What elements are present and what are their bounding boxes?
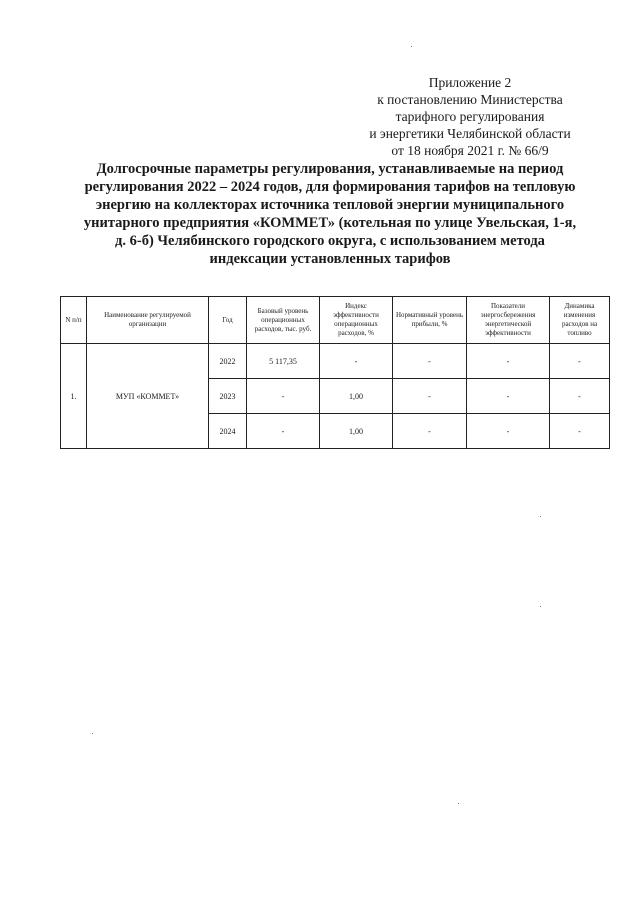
cell-base: - [247,414,320,449]
cell-efficiency: 1,00 [320,414,393,449]
cell-base: - [247,379,320,414]
cell-fuel: - [550,344,610,379]
title-line: д. 6-б) Челябинского городского округа, с использованием метода [115,233,545,249]
parameters-table [60,296,610,449]
header-year: Год [209,297,247,344]
cell-profit: - [393,344,467,379]
header-fuel: Динамика изменения расходов на топливо [550,297,610,344]
scan-speck [92,733,93,734]
scan-speck [458,803,459,804]
cell-year: 2023 [209,379,247,414]
cell-energy: - [467,344,550,379]
header-org: Наименование регулируемой организации [87,297,209,344]
header-energy: Показатели энергосбережения энергетической эффективности [467,297,550,344]
appendix-line: Приложение 2 [428,75,512,90]
scan-speck [540,606,541,607]
header-num: N п/п [61,297,87,344]
cell-org: МУП «КОММЕТ» [87,344,209,449]
cell-profit: - [393,414,467,449]
cell-energy: - [467,379,550,414]
cell-efficiency: - [320,344,393,379]
scan-speck [540,516,541,517]
cell-energy: - [467,414,550,449]
document-title [60,160,600,268]
appendix-line: тарифного регулирования [395,109,545,124]
title-line: регулирования 2022 – 2024 годов, для формирования тарифов на тепловую [84,179,576,195]
cell-fuel: - [550,414,610,449]
title-line: Долгосрочные параметры регулирования, устанавливаемые на период [96,161,564,177]
scan-speck [411,46,412,47]
cell-efficiency: 1,00 [320,379,393,414]
cell-year: 2024 [209,414,247,449]
cell-num: 1. [61,344,87,449]
header-profit: Нормативный уровень прибыли, % [393,297,467,344]
header-efficiency: Индекс эффективности операционных расходов, % [320,297,393,344]
appendix-line: от 18 ноября 2021 г. № 66/9 [391,143,549,158]
title-line: индексации установленных тарифов [209,251,451,267]
table-header-row [61,297,610,344]
cell-year: 2022 [209,344,247,379]
cell-fuel: - [550,379,610,414]
cell-profit: - [393,379,467,414]
title-line: унитарного предприятия «КОММЕТ» (котельная по улице Увельская, 1-я, [83,215,577,231]
table-row [61,344,610,379]
appendix-block [330,74,610,159]
title-line: энергию на коллекторах источника тепловой энергии муниципального [95,197,565,213]
cell-base: 5 117,35 [247,344,320,379]
header-base: Базовый уровень операционных расходов, тыс. руб. [247,297,320,344]
appendix-line: и энергетики Челябинской области [369,126,571,141]
appendix-line: к постановлению Министерства [377,92,563,107]
